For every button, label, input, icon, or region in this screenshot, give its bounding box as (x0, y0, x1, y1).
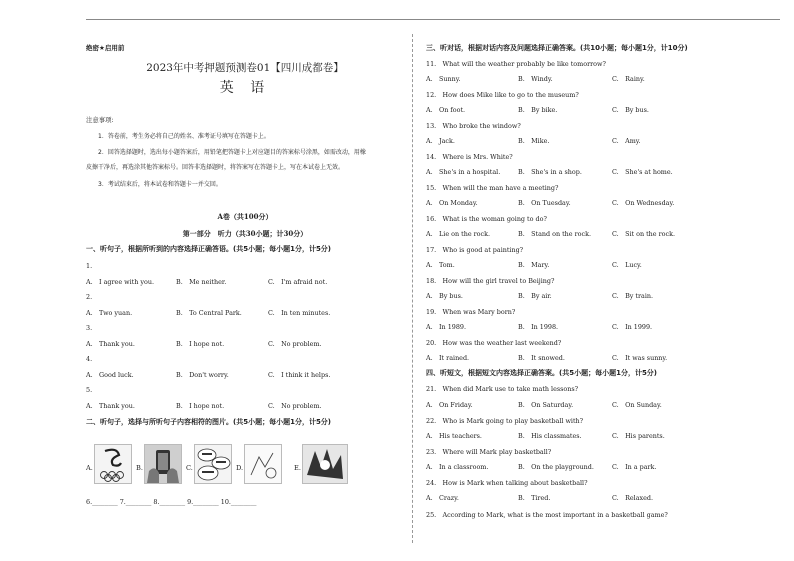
q24-option-c: C. Relaxed. (612, 494, 654, 502)
q5-number: 5. (86, 386, 93, 394)
q3-option-c: C. No problem. (268, 340, 322, 348)
column-divider (412, 34, 413, 543)
notice-item-3: 3．考试结束后，将本试卷和答题卡一并交回。 (98, 181, 222, 188)
sketch-image (244, 444, 282, 484)
q24-option-a: A. Crazy. (426, 494, 459, 502)
q20-option-a: A. It rained. (426, 354, 470, 362)
q24-option-b: B. Tired. (518, 494, 551, 502)
comic-bubbles-image (194, 444, 232, 484)
q18-option-a: A. By bus. (426, 292, 463, 300)
q15-option-b: B. On Tuesday. (518, 199, 571, 207)
q4-number: 4. (86, 355, 93, 363)
q12-text: 12. How does Mike like to go to the museum? (426, 91, 579, 99)
q15-text: 15. When will the man have a meeting? (426, 184, 559, 192)
q14-text: 14. Where is Mrs. White? (426, 153, 513, 161)
q20-option-c: C. It was sunny. (612, 354, 668, 362)
q12-option-a: A. On foot. (426, 106, 466, 114)
q14-option-b: B. She's in a shop. (518, 168, 582, 176)
q12-option-b: B. By bike. (518, 106, 558, 114)
q4-option-c: C. I think it helps. (268, 371, 331, 379)
q25-text: 25. According to Mark, what is the most important in a basketball game? (426, 511, 668, 519)
section4-heading: 四、听短文，根据短文内容选择正确答案。(共5小题；每小题1分，计5分) (426, 369, 658, 377)
q19-option-c: C. In 1999. (612, 323, 653, 331)
q16-option-a: A. Lie on the rock. (426, 230, 491, 238)
splash-image (302, 444, 348, 484)
q16-option-c: C. Sit on the rock. (612, 230, 675, 238)
q18-text: 18. How will the girl travel to Beijing? (426, 277, 555, 285)
answer-blanks: 6.________ 7.________ 8.________ 9.________ 10.________ (86, 498, 257, 506)
q21-option-b: B. On Saturday. (518, 401, 574, 409)
phone-in-hands-image (144, 444, 182, 484)
q15-option-a: A. On Monday. (426, 199, 478, 207)
picture-d-label: D. (236, 464, 244, 472)
q11-text: 11. What will the weather probably be like tomorrow? (426, 60, 606, 68)
q21-text: 21. When did Mark use to take math lessons? (426, 385, 579, 393)
part1-heading: 第一部分 听力（共30小题；计30分） (182, 229, 308, 238)
picture-c-label: C. (186, 464, 193, 472)
picture-a-label: A. (86, 464, 93, 472)
q3-number: 3. (86, 324, 93, 332)
q11-option-c: C. Rainy. (612, 75, 645, 83)
olympic-rings-image (94, 444, 132, 484)
q23-option-a: A. In a classroom. (426, 463, 489, 471)
q13-text: 13. Who broke the window? (426, 122, 521, 130)
q2-option-c: C. In ten minutes. (268, 309, 331, 317)
q24-text: 24. How is Mark when talking about basketball? (426, 479, 588, 487)
q4-option-b: B. Don't worry. (176, 371, 229, 379)
q12-option-c: C. By bus. (612, 106, 649, 114)
q11-option-a: A. Sunny. (426, 75, 461, 83)
q2-option-a: A. Two yuan. (86, 309, 133, 317)
subject-title: 英 语 (219, 80, 271, 96)
q16-option-b: B. Stand on the rock. (518, 230, 591, 238)
q17-option-a: A. Tom. (426, 261, 455, 269)
q15-option-c: C. On Wednesday. (612, 199, 675, 207)
picture-options (86, 442, 404, 492)
q13-option-a: A. Jack. (426, 137, 455, 145)
q14-option-a: A. She's in a hospital. (426, 168, 501, 176)
q1-option-b: B. Me neither. (176, 278, 227, 286)
section3-heading: 三、听对话，根据对话内容及问题选择正确答案。(共10小题；每小题1分，计10分) (426, 44, 688, 52)
q2-number: 2. (86, 293, 93, 301)
q21-option-c: C. On Sunday. (612, 401, 662, 409)
q16-text: 16. What is the woman going to do? (426, 215, 547, 223)
q22-option-c: C. His parents. (612, 432, 665, 440)
q22-option-a: A. His teachers. (426, 432, 482, 440)
q22-text: 22. Who is Mark going to play basketball with? (426, 417, 584, 425)
q2-option-b: B. To Central Park. (176, 309, 242, 317)
q13-option-c: C. Amy. (612, 137, 641, 145)
q23-option-b: B. On the playground. (518, 463, 594, 471)
q20-option-b: B. It snowed. (518, 354, 565, 362)
q17-option-b: B. Mary. (518, 261, 550, 269)
exam-title: 2023年中考押题预测卷01【四川成都卷】 (146, 62, 344, 74)
q14-option-c: C. She's at home. (612, 168, 673, 176)
picture-b-label: B. (136, 464, 143, 472)
q17-text: 17. Who is good at painting? (426, 246, 524, 254)
q3-option-b: B. I hope not. (176, 340, 225, 348)
confidential-mark: 绝密★启用前 (86, 44, 125, 52)
q5-option-c: C. No problem. (268, 402, 322, 410)
q23-option-c: C. In a park. (612, 463, 657, 471)
notice-item-2-cont: 皮擦干净后，再选涂其他答案标号。回答非选择题时，将答案写在答题卡上，写在本试卷上无效。 (86, 164, 345, 171)
picture-e-label: E. (294, 464, 301, 472)
notice-heading: 注意事项: (86, 116, 114, 124)
q21-option-a: A. On Friday. (426, 401, 473, 409)
notice-item-1: 1．答卷前，考生务必将自己的姓名、准考证号填写在答题卡上。 (98, 133, 270, 140)
notice-item-2: 2．回答选择题时，选出每小题答案后，用铅笔把答题卡上对应题目的答案标号涂黑，如需改动，用橡 (98, 149, 366, 156)
q18-option-b: B. By air. (518, 292, 552, 300)
q5-option-b: B. I hope not. (176, 402, 225, 410)
q19-option-b: B. In 1998. (518, 323, 559, 331)
q23-text: 23. Where will Mark play basketball? (426, 448, 552, 456)
header-rule (86, 19, 780, 20)
q17-option-c: C. Lucy. (612, 261, 642, 269)
q1-number: 1. (86, 262, 93, 270)
section2-heading: 二、听句子，选择与所听句子内容相符的图片。(共5小题；每小题1分，计5分) (86, 418, 332, 426)
q18-option-c: C. By train. (612, 292, 654, 300)
paper-a-heading: A卷（共100分） (217, 212, 273, 221)
q11-option-b: B. Windy. (518, 75, 553, 83)
q4-option-a: A. Good luck. (86, 371, 134, 379)
q22-option-b: B. His classmates. (518, 432, 582, 440)
q5-option-a: A. Thank you. (86, 402, 135, 410)
q3-option-a: A. Thank you. (86, 340, 135, 348)
q1-option-a: A. I agree with you. (86, 278, 154, 286)
q1-option-c: C. I'm afraid not. (268, 278, 328, 286)
q19-text: 19. When was Mary born? (426, 308, 516, 316)
q20-text: 20. How was the weather last weekend? (426, 339, 562, 347)
section1-heading: 一、听句子，根据所听到的内容选择正确答语。(共5小题；每小题1分，计5分) (86, 245, 332, 253)
q13-option-b: B. Mike. (518, 137, 550, 145)
q19-option-a: A. In 1989. (426, 323, 467, 331)
